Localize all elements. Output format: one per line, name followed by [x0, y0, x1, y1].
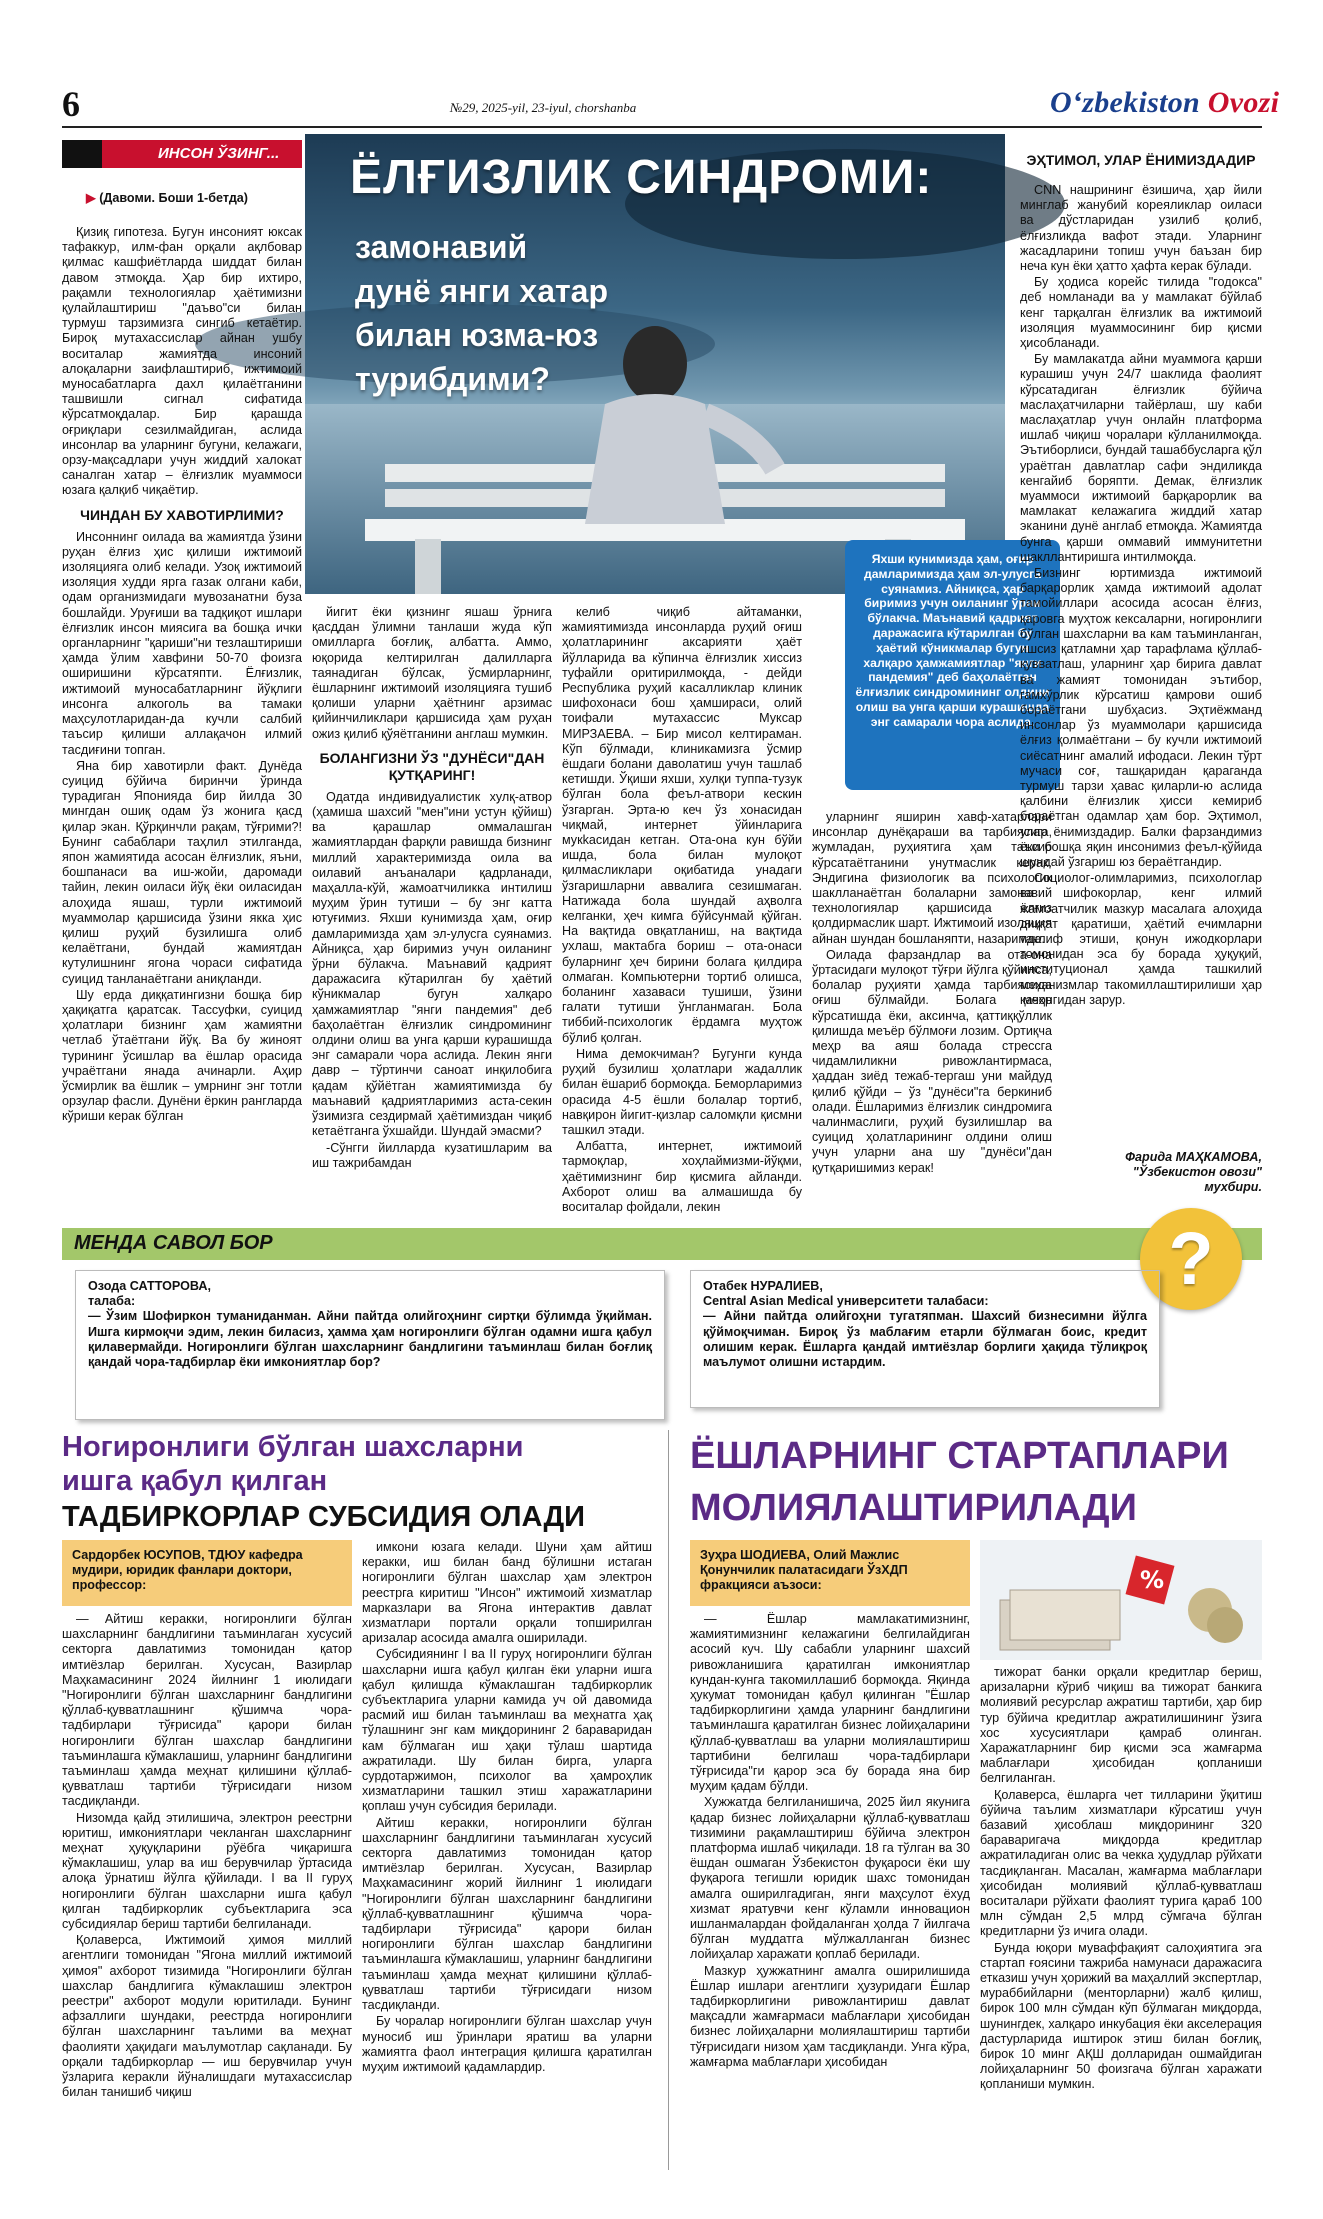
article2-expert-box	[62, 1540, 352, 1606]
article2-expert: Сардорбек ЮСУПОВ, ТДЮУ кафедра мудири, юридик фанлари доктори, профессор:	[72, 1548, 303, 1593]
main-subtitle	[355, 225, 608, 401]
paragraph: — Ёшлар мамлакатимизнинг, жамиятимизнинг келажагини белгилайдиган асосий куч. Шу сабабли уларнинг шахсий ривожланишига қаратилган имкониятлар кундан-кунга такомиллашиб бормоқда. Яқинда ҳукумат томонидан қабул қилинган "Ёшлар тадбиркорлигини ҳамда уларнинг бандлигини таъминлашга қаратилган бизнес лойиҳаларини қўллаб-қувватлаш ва уларни молиялаштириш тартибини белгилаш чора-тадбирлари тўғрисида"ги қарор эса бу борада яна бир муҳим қадам бўлди.	[690, 1612, 970, 1794]
article2-title	[62, 1430, 662, 1536]
article3-title	[690, 1430, 1262, 1534]
article3-expert: Зуҳра ШОДИЕВА, Олий Мажлис Қонунчилик палатасидаги ЎзХДП фракцияси аъзоси:	[700, 1548, 908, 1593]
article2-title-line: ТАДБИРКОРЛАР СУБСИДИЯ ОЛАДИ	[62, 1501, 586, 1533]
qa-banner	[62, 1228, 1262, 1260]
paragraph: йигит ёки қизнинг яшаш ўрнига қасддан ўлимни танлаши жуда кўп омилларга боғлиқ, албатта. Аммо, юқорида келтирилган далилларга таянадиган бўлсак, ўсмирларнинг, ёшларнинг ижтимоий изоляцияга тушиб қолиши уларни ҳаётнинг арзимас қийинчиликлари қаршисида ҳам руҳан ожиз қилиб қўяётганини англаш мумкин.	[312, 605, 552, 741]
subtitle-line: замонавий	[355, 229, 528, 265]
question-box-2	[690, 1270, 1160, 1408]
author-name: Фарида МАҲКАМОВА,	[1125, 1150, 1262, 1164]
q2-author: Отабек НУРАЛИЕВ,	[703, 1279, 823, 1293]
paragraph: Қизиқ гипотеза. Бугун инсоният юксак тафаккур, илм-фан орқали ақлбовар қилмас кашфиётларда шиддат билан давом этмоқда. Ҳар бир ихтиро, рақамли технологиялар ҳаётимизни қулайлаштириш "даъво"си билан турмуш тарзимизга сингиб кетаётир. Бироқ мутахассислар айнан ушбу воситалар жамиятда инсоний алоқаларни заифлаштириб, ижтимоий муносабатларга дахл қилаётганини ташвишли сигнал сифатида кўрсатмоқдалар. Бир қарашда оғриқлари сезилмайдиган, аслида инсонлар ва уларнинг бугуни, келажаги, орзу-мақсадлари учун жиддий халокат саналган хатар – ёлғизлик муаммоси юзага қалқиб чиқаётир.	[62, 225, 302, 498]
subtitle-line: турибдими?	[355, 361, 550, 397]
main-col-right	[1020, 140, 1262, 1140]
author-affiliation: "Ўзбекистон овози"	[1132, 1165, 1262, 1179]
author-role: мухбири.	[1204, 1180, 1262, 1194]
qa-banner-label: МЕНДА САВОЛ БОР	[74, 1232, 273, 1254]
article2-title-line: ишга қабул қилган	[62, 1465, 328, 1497]
paragraph: Албатта, интернет, ижтимоий тармоқлар, хоҳлаймизми-йўқми, ҳаётимизнинг бир қисмига айланди. Ахборот олиш ва алмашишда бу воситалар фойдали, лекин	[562, 1139, 802, 1214]
q1-role: талаба:	[88, 1294, 136, 1309]
question-box-1	[75, 1270, 665, 1420]
article3-title-line: МОЛИЯЛАШТИРИЛАДИ	[690, 1487, 1137, 1529]
paragraph: тижорат банки орқали кредитлар бериш, аризаларни кўриб чиқиш ва тижорат банкига молиявий ресурслар ажратиш тартиби, ҳар бир тур бўйича кредитлар ажратилишининг ўзига хос хусусиятлари қамраб олинган. Харажатларнинг бир қисми эса жамғарма маблағлари ҳисобидан қопланиши белгиланган.	[980, 1665, 1262, 1786]
main-col-1	[62, 225, 302, 1200]
logo-part1: O‘zbekiston	[1050, 86, 1200, 119]
paragraph: CNN нашрининг ёзишича, ҳар йили минглаб жанубий кореяликлар оиласи ва дўстларидан узилиб қолиб, ёлғизликда вафот этади. Уларнинг жасадларини топиш учун баъзан бир неча кун ёки ҳатто ҳафта керак бўлади.	[1020, 183, 1262, 274]
paragraph: Субсидиянинг I ва II гуруҳ ногиронлиги бўлган шахсларни ишга қабул қилган ёки уларни ишга қабул қилишда кўмаклашган тадбиркорлик субъектларига уларни камида уч ой давомида расмий иш билан таъминлаш ва меҳнатга ҳақ тўлашнинг энг кам миқдорининг 2 бараваридан кам бўлмаган иш ҳақи тўлаш шартида ажратилади. Шу билан бирга, уларга сурдотаржимон, психолог ва ҳамроҳлик хизматларини ташкил этиш харажатларини қоплаш учун субсидия берилади.	[362, 1647, 652, 1814]
header-rule	[62, 126, 1262, 128]
issue-info: №29, 2025-yil, 23-iyul, chorshanba	[450, 100, 637, 115]
money-graphic-icon	[980, 1540, 1262, 1660]
subheading: ЭҲТИМОЛ, УЛАР ЁНИМИЗДАДИР	[1026, 152, 1256, 168]
paragraph: Оилада фарзандлар ва ота-она ўртасидаги мулоқот тўғри йўлга қўйилса, болалар руҳияти ҳамда тарбиясида оғиш бўлмайди. Болага меҳр кўрсатишда ёки, аксинча, қаттиққўллик қилишда меъёр бўлмоғи лозим. Ортиқча меҳр ва аяш болада стрессга чидамлиликни ривожлантирмаса, ҳаддан зиёд тежаб-тергаш уни майдуд қилиб қўйди – ўз "дунёси"га беркиниб олади. Ёшларимиз ёлғизлик синдромига чалинмаслиги, руҳий бузилишлар ва суицид ҳолатларининг олдини олиш учун уларни ана шу "дунёси"дан қутқаришимиз керак!	[812, 947, 1052, 1175]
paragraph: Низомда қайд этилишича, электрон реестрни юритиш, имкониятлари чекланган шахсларнинг меҳнат ҳуқуқларини рўёбга чиқаришга кўмаклашиш, улар ва иш берувчилар ўртасида алоқа ўрнатиш йўлга қўйилади. I ва II гуруҳ ногиронлиги бўлган шахсларни ишга қабул қилган тадбиркорлик субъектларига эса субсидиялар бериш тартиби белгиланади.	[62, 1810, 352, 1932]
subheading: БОЛАНГИЗНИ ЎЗ "ДУНЁСИ"ДАН ҚУТҚАРИНГ!	[319, 749, 545, 783]
paragraph: Инсоннинг оилада ва жамиятда ўзини руҳан ёлғиз ҳис қилиши ижтимоий изоляцияга олиб келади. Узоқ ижтимоий изоляция худди ярга газак олгани каби, одам организмидаги мувозанатни бузa бошлайди. Уруғиши ва тадқиқот ишлари ёлғизлик инсон миясига ва бошқа ички органларнинг "қариши"ни тезлаштириши ҳамда ўлим хавфини 50-70 фоизга оширишини кўрсатяпти. Ёлғизлик, ижтимоий муносабатларнинг йўқлиги инсонга алкоголь ва тамаки маҳсулотларидан-да кучли салбий таъсир қилиши аллақачон илмий тасдиғини топган.	[62, 529, 302, 757]
article2-col-2	[362, 1540, 652, 2172]
question-mark-icon: ?	[1168, 1217, 1214, 1300]
article2-title-line: Ногиронлиги бўлган шахсларни	[62, 1431, 524, 1463]
article2-col-1	[62, 1612, 352, 2172]
main-col-2	[312, 605, 552, 1200]
logo-part2: Ovozi	[1207, 86, 1280, 119]
paragraph: Бу мамлакатда айни муаммога қарши курашиш учун 24/7 шаклида фаолият кўрсатадиган ёлғизлик бўйича маслаҳатчиларни тайёрлаш, шу каби маслаҳатлар учун онлайн платформа ишлаб чиқиш чоралари кўлланилмоқда. Эътиборлиси, бундай ташаббусларга қўл урaётган давлатлар сафи эндиликда кенгайиб боряпти. Демак, ёлғизлик муаммоси ижтимоий барқарорлик ва мамлакат келажагига жиддий хатар эканини дунё англаб етмоқда. Жамиятда бунга қарши оммавий иммунитетни шакллантиришга интилмоқда.	[1020, 352, 1262, 564]
rubric-label: ИНСОН ЎЗИНГ...	[158, 145, 280, 162]
paragraph: уларнинг яширин хавф-хатарлари инсонлар дунёқараши ва тарбиясига, жумладан, руҳиятига ҳам таъсир кўрсатаётганини унутмаслик керак. Эндигина физиологик ва психологик шаклланаётган болаларни замонавий технологиялар қаршисида ёлғиз қолдирмаслик шарт. Ижтимоий изоляция айнан шундан бошланяпти, назаримда.	[812, 810, 1052, 946]
quote-text: Яхши кунимизда ҳам, оғир дамларимизда ҳам эл-улусга суянамиз. Айниқса, ҳар биримиз учун оиланинг ўрни бўлакча. Маънавий қадрият даражасига кўтарилган бу ҳаётий кўникмалар бугун халқаро ҳамжамиятлар "янги пандемия" деб баҳолаётган ёлғизлик синдромининг олдини олиш ва унга қарши курашишда энг самарали чора аслида.	[855, 552, 1050, 729]
paragraph: Бу ҳодиса корейс тилида "годокса" деб номланади ва у мамлакат бўйлаб кенг тарқалган ёлғизлик ва ижтимоий изоляция муаммосининг бир қисми ҳисобланади.	[1020, 275, 1262, 351]
rubric-bar	[62, 140, 302, 168]
paragraph: келиб чиқиб айтаманки, жамиятимизда инсонларда руҳий оғиш ҳолатларининг аксарияти ҳаёт йўлларида ва кўпинча ёлғизлик хиссиз туфайли оритирилмоқда, - дейди Республика руҳий касалликлар клиник шифохонаси бош ҳамшираси, олий тоифали мутахассис Муксар МИРЗАЕВА. – Бир мисол келтираман. Кўп бўлмади, клиникамизга ўсмир ёшдаги болани даволатиш учун ташлаб кетишди. Ўқиши яхши, хулқи туппа-тузук бўлган бола феъл-атвори кескин ўзгарган. Эрта-ю кеч ўз хонасидан чиқмай, интернет ўйинларига мукkасидан кетган. Ота-она кун бўйи ишда, бола билан мулоқот қилмасликлари оқибатида унадаги ўзгаришларни аввалига сезишмаган. Натижада бола шундай аҳволга келганки, ҳеч кимга бўйсунмай қўйган. На вақтида овқатланиш, на вақтида ухлаш, мактабга бориш – ота-онаси буларнинг ҳеч бирини болага қилдира олмаган. Компьютерни тортиб олишса, боланинг хазаваси тушиши, ўзини галати тутиши ўнгланмаган. Бола тиббий-психологик ёрдамга муҳтож бўлиб қолган.	[562, 605, 802, 1045]
paragraph: Айтиш керакки, ногиронлиги бўлган шахсларнинг бандлигини таъминлаган хусусий секторга давлатимиз томонидан қатор имтиёзлар берилган. Хусусан, Вазирлар Маҳкамасининг жорий йилнинг 1 июлидаги "Ногиронлиги бўлган шахсларнинг бандлигини қўллаб-қувватлашнинг қўшимча чора-тадбирлари тўғрисида" қарори билан ногиронлиги бўлган шахслар бандлигини таъминлашга кўмаклашиш, уларнинг бандлигини таъминлаш ҳамда меҳнат қилишини қўллаб-қувватлаш тартиби тўғрисидаги низом тасдиқланди.	[362, 1815, 652, 2013]
q2-role: Central Asian Medical университети талабаси:	[703, 1294, 989, 1309]
article3-title-line: ЁШЛАРНИНГ СТАРТАПЛАРИ	[690, 1435, 1229, 1477]
paragraph: Социолог-олимларимиз, психологлар ва шифокорлар, кенг илмий жамоатчилик мазкур масалага алоҳида диққат қаратиши, ҳаётий ечимларни таклиф этиши, қонун ижодкорлари томонидан эса бу борада ҳуқуқий, институционал ҳамда ташкилий механизмлар такомиллаштирилиши ҳар қачонгидан зарур.	[1020, 871, 1262, 1007]
paragraph: Одатда индивидуалистик хулқ-атвор (ҳамиша шахсий "мен"ини устун қўйиш) ва қарашлар оммалашган жамиятлардан фарқли равишда бизнинг миллий характеримизда оила ва оилавий анъаналари қадрланади, маҳалла-кўй, жамоатчиликка интилиш муҳим ўрин тутиши – бу энг катта ютуғимиз. Яхши кунимизда ҳам, оғир дамларимизда ҳам эл-улусга суянамиз. Айниқса, ҳар биримиз учун оиланинг ўрни бўлакча. Маънавий қадрият даражасига кўтарилган бу ҳаётий кўникмалар бугун халқаро ҳамжамиятлар "янги пандемия" деб баҳолаётган ёлғизлик синдромининг олдини олиш ва унга қарши курашишда энг самарали чора аслида. Лекин янги давр – тўртинчи саноат инқилобига қадам қўйётган жамиятимизда бу маънавий қадриятларимиз аста-секин ўзимизга сездирмай ҳаётимиздан чиқиб кетаётганга ўхшайди. Шундай эмасми?	[312, 789, 552, 1139]
continuation-note: ▶ (Давоми. Боши 1-бетда)	[86, 191, 249, 205]
column-divider	[668, 1430, 669, 2170]
svg-text:%: %	[1140, 1566, 1165, 1594]
paragraph: -Сўнгги йилларда кузатишларим ва иш тажрибамдан	[312, 1140, 552, 1170]
article3-expert-box	[690, 1540, 970, 1606]
startup-illustration	[980, 1540, 1262, 1660]
subtitle-line: билан юзма-юз	[355, 317, 599, 353]
newspaper-logo	[1050, 86, 1279, 120]
paragraph: Мазкур ҳужжатнинг амалга оширилишида Ёшлар ишлари агентлиги ҳузуридаги Ёшлар тадбиркорлигини ривожлантириш давлат мақсадли жамғармаси маблағлари ҳисобидан бизнес лойиҳаларни молиялаштириш тартиби тўғрисидаги низом ҳам тасдиқланди. Унга кўра, жамғарма маблағлари ҳисобидан	[690, 1963, 970, 2069]
paragraph: Бунда юқори муваффақият салоҳиятига эга стартап ғоясини тажриба намунаси даражасига етказиш учун ҳорижий ва маҳаллий экспертлар, мураббийларни (менторларни) жалб қилиш, бирок 100 млн сўмдан кўп бўлмаган миқдорда, шунингдек, халқаро инкубация ёки акселерация дастурларида иштирок этиш билан боғлиқ, бирок 10 минг АҚШ долларидан ошмайдиган лойиҳаларнинг 50 фоизгача бўлган харажати қопланиши мумкин.	[980, 1940, 1262, 2092]
paragraph: имкони юзага келади. Шуни ҳам айтиш керакки, иш билан банд бўлишни истаган ногиронлиги бўлган шахслар ҳам электрон реестрга киритиш "Инсон" ижтимоий хизматлар марказлари ва Ягона интерактив давлат хизматлари портали орқали топширилган аризалар асосида амалга оширилади.	[362, 1540, 652, 1646]
q1-author: Озода САТТОРОВА,	[88, 1279, 211, 1293]
article3-col-2	[980, 1665, 1262, 2172]
main-col-4	[812, 810, 1052, 1200]
page-number: 6	[62, 84, 80, 124]
paragraph: — Айтиш керакки, ногиронлиги бўлган шахсларнинг бандлигини таъминлаган хусусий секторга давлатимиз томонидан қатор имтиёзлар берилган. Хусусан, Вазирлар Маҳкамасининг 2024 йилнинг 1 июлидаги "Ногиронлиги бўлган шахсларнинг бандлигини қўллаб-қувватлашнинг қўшимча чора-тадбирлари тўғрисида" қарори билан ногиронлиги бўлган шахслар бандлигини таъминлашга кўмаклашиш, уларнинг бандлигини таъминлаш ҳамда меҳнат қилишини қўллаб-қувватлаш тартиби тўғрисидаги низом тасдиқланди.	[62, 1612, 352, 1809]
author-signature	[1060, 1150, 1262, 1195]
paragraph: Нима демокчиман? Бугунги кунда руҳий бузилиш ҳолатлари жадаллик билан ёшариб бормоқда. Беморларимиз орасида 4-5 ёшли болалар тортиб, навқирон йигит-қизлар саломқли қисмни ташкил этади.	[562, 1046, 802, 1137]
paragraph: Қолаверса, Ижтимоий ҳимоя миллий агентлиги томонидан "Ягона миллий ижтимоий ҳимоя" ахборот тизимида "Ногиронлиги бўлган шахслар бандлигига кўмаклашиш электрон реестри" ахборот модули юритилади. Бунинг афзаллиги шундаки, реестрда ногиронлиги бўлган шахсларнинг таълими ва меҳнат фаолияти ҳақидаги маълумотлар сақланади. Бу орқали тадбиркорлар — иш берувчилар учун ўзларига керакли йўналишдаги мутахассислар билан танишиб чиқиш	[62, 1933, 352, 2100]
q1-text: — Ўзим Шофиркон тумaниданман. Айни пайтда олийгоҳнинг сиртқи бўлимда ўқийман. Ишга кирмоқчи эдим, лекин биласиз, ҳамма ҳам ногиронлиги бўлган одамни ишга қабул қилавермайди. Ногиронлиги бўлган шахсларнинг бандлигини таъминлаш билан боғлиқ қандай чора-тадбирлар ёки имкониятлар бор?	[88, 1309, 652, 1370]
paragraph: Бизнинг юртимизда ижтимоий барқарорлик ҳамда ижтимоий адолат тамойиллари асосида асосан ёлғиз, қаровга муҳтож кексаларни, ногиронлиги бўлган шахсларни ва кам таъминланган, ишсиз қатламни ҳар тарафлама қўллаб-қувватлаш, уларнинг ҳар бирига давлат ва жамият томонидан эътибор, гамхўрлик кўрсатиш қамрови ошиб бораётгани шубҳасиз. Эҳтиёжманд инсонлар ўз муаммолари қаршисида ёлғиз қолмаётгани – бу кучли ижтимоий сиёсатнинг амалий ифодаси. Лекин тўрт мучаси соғ, ташқаридан қараганда турмуш тарзи ҳавас қиларли-ю аслида қалбини ёлғизлик ҳисси кемириб бораётган одамлар ҳам бор. Эҳтимол, улар ёнимиздадир. Балки фарзандимиз ёки бошқа яқин инсонимиз феъл-қўйида шундай ўзгариш юз бераётгандир.	[1020, 566, 1262, 869]
main-title: ЁЛҒИЗЛИК СИНДРОМИ:	[350, 151, 933, 204]
paragraph: Бу чоралар ногиронлиги бўлган шахслар учун муносиб иш ўринлари яратиш ва уларни жамиятга фаол интеграция қилишга қаратилган муҳим ижтимоий қадамлардир.	[362, 2014, 652, 2074]
paragraph: Шу ерда диққатингизни бошқа бир ҳақиқатга қаратсак. Тассуфки, суицид ҳолатлари бизнинг ҳам жамиятни четлаб ўтаётгани йўқ. Ва бу жиноят турининг ўсишлар ва ёшлар орасида учраётгани янада ачинарли. Аҳир ўсмирлик ва ёшлик – умрнинг энг тотли орзулар фасли. Дунёни ёркин рангларда кўриши керак бўлган	[62, 987, 302, 1124]
subheading: ЧИНДАН БУ ХАВОТИРЛИМИ?	[80, 506, 284, 523]
continuation-text: (Давоми. Боши 1-бетда)	[99, 191, 249, 205]
main-col-3	[562, 605, 802, 1214]
q2-text: — Айни пайтда олийгоҳни тугатяпман. Шахсий бизнесимни йўлга қўймоқчиман. Бироқ ўз маблағим етарли бўлмаган боис, кредит олишим керак. Ёшларга қандай имтиёзлар борлиги ҳақида тўлиқроқ маълумот олишни истардим.	[703, 1309, 1147, 1370]
paragraph: Яна бир хавотирли факт. Дунёда суицид бўйича биринчи ўринда турадиган Японияда бир йилда 30 мингдан ошиқ одам ўз жонига қасд қилар экан. Қўрқинчли рақам, тўғрими?! Бунинг сабаблари таҳлил этилганда, япон жамиятида асосан ёлғизлик, яъни, бошпанаси ва иш-жойи, даромади тайин, лекин оиласи йўқ ёки оиласидан алоҳида яшаш, турли ижтимоий муаммолар қаршисида ўзини якка ҳис қилиш руҳий бузилишга олиб келаётгани, бундай жамиятдан кутулишнинг ягона чораси сифатида суицид танланаётгани аниқланди.	[62, 758, 302, 986]
article3-col-1	[690, 1612, 970, 2172]
paragraph: Хужжатда белгиланишича, 2025 йил якунига қадар бизнес лойиҳаларни қўллаб-қувватлаш тизимини рақамлаштириш бўйича электрон платформа ишлаб чиқилади. 18 га тўлган ва 30 ёшдан ошмаган Ўзбекистон фуқароси ёки шу фуқарога тегишли юридик шахс томонидан амалга оширилгадиган, янги маҳсулот ёхуд хизмат яратувчи кенг кўламли инновацион ишланмалардан фойдаланган ҳолда 7 йилгача бўлган муддатга мўлжалланган бизнес лойиҳалар харажати қоплаб берилади.	[690, 1795, 970, 1962]
subtitle-line: дунё янги хатар	[355, 273, 609, 309]
paragraph: Қолаверса, ёшларга чет тилларини ўқитиш бўйича таълим хизматлари кўрсатиш учун базавий ҳисоблаш миқдорининг 320 бараваригача миқдорда кредитлар ажратиладиган олис ва чекка ҳудудлар рўйхати тасдиқланган. Масалан, жамғарма маблағлари ҳисобидан молиявий қўллаб-қувватлаш воситалари рўйхати фаолият турига қараб 100 млн сўмдан 2,5 млрд сўмгача бўлган кредитларни ўз ичига олади.	[980, 1787, 1262, 1939]
